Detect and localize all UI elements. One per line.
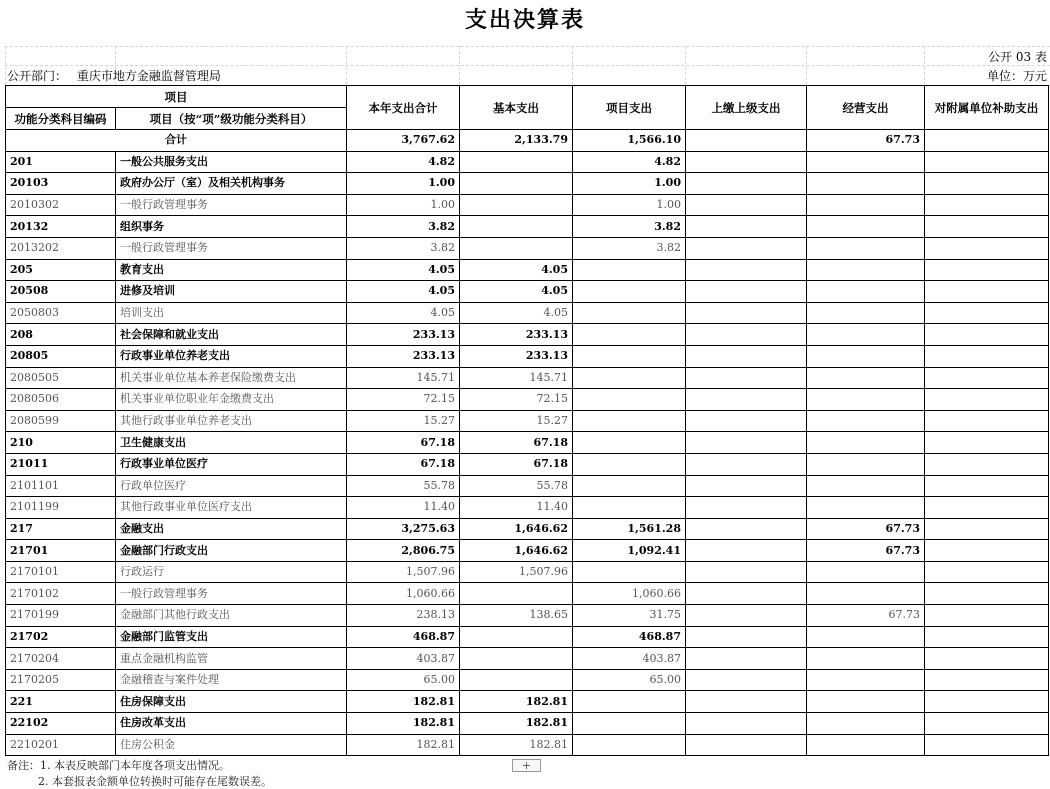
basic-cell: 67.18 (460, 453, 573, 475)
total-basic-cell: 2,133.79 (460, 130, 573, 152)
subsidy-cell (925, 194, 1049, 216)
sheet-guide-line (924, 46, 925, 85)
table-row (6, 345, 1049, 367)
code-cell: 2101199 (6, 497, 116, 519)
project-cell: 31.75 (573, 605, 686, 627)
name-cell: 金融支出 (116, 518, 347, 540)
name-cell: 重点金融机构监管 (116, 648, 347, 670)
total-cell: 233.13 (347, 324, 460, 346)
business-cell (807, 345, 925, 367)
header-name: 项目（按“项”级功能分类科目） (116, 108, 347, 130)
upper-cell (686, 410, 807, 432)
code-cell: 2101101 (6, 475, 116, 497)
total-cell: 4.05 (347, 259, 460, 281)
name-cell: 住房改革支出 (116, 713, 347, 735)
basic-cell: 4.05 (460, 302, 573, 324)
subsidy-cell (925, 713, 1049, 735)
sheet-guide-line (5, 46, 1050, 47)
name-cell: 金融部门监管支出 (116, 626, 347, 648)
business-cell (807, 561, 925, 583)
upper-cell (686, 281, 807, 303)
name-cell: 政府办公厅（室）及相关机构事务 (116, 173, 347, 195)
subsidy-cell (925, 497, 1049, 519)
basic-cell: 182.81 (460, 691, 573, 713)
upper-cell (686, 669, 807, 691)
business-cell (807, 324, 925, 346)
subsidy-cell (925, 151, 1049, 173)
business-cell: 67.73 (807, 540, 925, 562)
basic-cell: 233.13 (460, 345, 573, 367)
total-cell: 145.71 (347, 367, 460, 389)
basic-cell (460, 626, 573, 648)
total-business-cell: 67.73 (807, 130, 925, 152)
project-cell (573, 259, 686, 281)
name-cell: 一般公共服务支出 (116, 151, 347, 173)
code-cell: 21011 (6, 453, 116, 475)
subsidy-cell (925, 561, 1049, 583)
total-cell: 4.82 (347, 151, 460, 173)
code-cell: 2080599 (6, 410, 116, 432)
name-cell: 金融稽查与案件处理 (116, 669, 347, 691)
business-cell (807, 453, 925, 475)
basic-cell: 1,646.62 (460, 540, 573, 562)
table-row (6, 324, 1049, 346)
upper-cell (686, 734, 807, 756)
name-cell: 行政事业单位医疗 (116, 453, 347, 475)
name-cell: 住房保障支出 (116, 691, 347, 713)
basic-cell: 138.65 (460, 605, 573, 627)
table-row (6, 216, 1049, 238)
subsidy-cell (925, 324, 1049, 346)
table-row (6, 410, 1049, 432)
code-cell: 210 (6, 432, 116, 454)
basic-cell: 1,507.96 (460, 561, 573, 583)
subsidy-cell (925, 734, 1049, 756)
total-cell: 1,507.96 (347, 561, 460, 583)
total-cell: 468.87 (347, 626, 460, 648)
business-cell (807, 367, 925, 389)
project-cell: 4.82 (573, 151, 686, 173)
code-cell: 20132 (6, 216, 116, 238)
business-cell (807, 259, 925, 281)
sheet-guide-line (459, 46, 460, 85)
code-cell: 20805 (6, 345, 116, 367)
sheet-guide-line (346, 46, 347, 85)
subsidy-cell (925, 453, 1049, 475)
name-cell: 进修及培训 (116, 281, 347, 303)
project-cell (573, 302, 686, 324)
header-total: 本年支出合计 (347, 86, 460, 130)
page-title: 支出决算表 (464, 7, 585, 33)
subsidy-cell (925, 345, 1049, 367)
total-cell: 182.81 (347, 713, 460, 735)
upper-cell (686, 626, 807, 648)
table-row (6, 626, 1049, 648)
subsidy-cell (925, 691, 1049, 713)
total-cell: 15.27 (347, 410, 460, 432)
code-cell: 2170101 (6, 561, 116, 583)
total-cell: 65.00 (347, 669, 460, 691)
code-cell: 201 (6, 151, 116, 173)
upper-cell (686, 194, 807, 216)
subsidy-cell (925, 216, 1049, 238)
business-cell (807, 497, 925, 519)
sheet-guide-line (5, 46, 6, 85)
subsidy-cell (925, 432, 1049, 454)
subsidy-cell (925, 173, 1049, 195)
subsidy-cell (925, 669, 1049, 691)
upper-cell (686, 302, 807, 324)
upper-cell (686, 151, 807, 173)
header-code: 功能分类科目编码 (6, 108, 116, 130)
code-cell: 2080505 (6, 367, 116, 389)
add-sheet-button[interactable]: + (512, 759, 541, 772)
table-row (6, 281, 1049, 303)
upper-cell (686, 237, 807, 259)
table-row (6, 497, 1049, 519)
total-cell: 233.13 (347, 345, 460, 367)
table-row (6, 194, 1049, 216)
project-cell (573, 453, 686, 475)
total-project-cell: 1,566.10 (573, 130, 686, 152)
business-cell: 67.73 (807, 518, 925, 540)
header-subsidy: 对附属单位补助支出 (925, 86, 1049, 130)
subsidy-cell (925, 410, 1049, 432)
basic-cell: 15.27 (460, 410, 573, 432)
basic-cell: 67.18 (460, 432, 573, 454)
subsidy-cell (925, 518, 1049, 540)
header-upper: 上缴上级支出 (686, 86, 807, 130)
code-cell: 2080506 (6, 389, 116, 411)
total-subsidy-cell (925, 130, 1049, 152)
name-cell: 住房公积金 (116, 734, 347, 756)
table-row (6, 432, 1049, 454)
upper-cell (686, 583, 807, 605)
upper-cell (686, 345, 807, 367)
code-cell: 221 (6, 691, 116, 713)
subsidy-cell (925, 302, 1049, 324)
upper-cell (686, 605, 807, 627)
name-cell: 一般行政管理事务 (116, 583, 347, 605)
project-cell: 403.87 (573, 648, 686, 670)
subsidy-cell (925, 259, 1049, 281)
table-row (6, 518, 1049, 540)
name-cell: 一般行政管理事务 (116, 237, 347, 259)
header-basic: 基本支出 (460, 86, 573, 130)
subsidy-cell (925, 626, 1049, 648)
table-row (6, 151, 1049, 173)
project-cell: 1,092.41 (573, 540, 686, 562)
code-cell: 217 (6, 518, 116, 540)
table-row (6, 367, 1049, 389)
basic-cell: 72.15 (460, 389, 573, 411)
code-cell: 2210201 (6, 734, 116, 756)
basic-cell (460, 648, 573, 670)
total-cell: 2,806.75 (347, 540, 460, 562)
department-name: 重庆市地方金融监督管理局 (76, 69, 221, 83)
upper-cell (686, 497, 807, 519)
project-cell: 1.00 (573, 173, 686, 195)
name-cell: 其他行政事业单位医疗支出 (116, 497, 347, 519)
total-row (6, 130, 1049, 152)
subsidy-cell (925, 237, 1049, 259)
upper-cell (686, 475, 807, 497)
upper-cell (686, 518, 807, 540)
project-cell (573, 324, 686, 346)
code-cell: 20103 (6, 173, 116, 195)
total-cell: 238.13 (347, 605, 460, 627)
subsidy-cell (925, 583, 1049, 605)
code-cell: 20508 (6, 281, 116, 303)
project-cell: 1.00 (573, 194, 686, 216)
basic-cell: 11.40 (460, 497, 573, 519)
department-label: 公开部门： (7, 69, 68, 83)
sheet-guide-line (806, 46, 807, 85)
subsidy-cell (925, 367, 1049, 389)
upper-cell (686, 691, 807, 713)
business-cell (807, 626, 925, 648)
business-cell (807, 281, 925, 303)
total-cell: 11.40 (347, 497, 460, 519)
subsidy-cell (925, 475, 1049, 497)
name-cell: 金融部门行政支出 (116, 540, 347, 562)
project-cell (573, 389, 686, 411)
table-row (6, 691, 1049, 713)
name-cell: 机关事业单位基本养老保险缴费支出 (116, 367, 347, 389)
basic-cell: 1,646.62 (460, 518, 573, 540)
basic-cell: 233.13 (460, 324, 573, 346)
total-cell: 4.05 (347, 281, 460, 303)
report-number: 公开 03 表 (988, 50, 1047, 64)
code-cell: 208 (6, 324, 116, 346)
basic-cell (460, 216, 573, 238)
business-cell (807, 173, 925, 195)
project-cell (573, 713, 686, 735)
basic-cell (460, 237, 573, 259)
total-cell: 72.15 (347, 389, 460, 411)
name-cell: 机关事业单位职业年金缴费支出 (116, 389, 347, 411)
project-cell (573, 691, 686, 713)
upper-cell (686, 389, 807, 411)
table-row (6, 389, 1049, 411)
project-cell (573, 367, 686, 389)
total-cell: 182.81 (347, 691, 460, 713)
project-cell (573, 432, 686, 454)
project-cell (573, 497, 686, 519)
business-cell (807, 194, 925, 216)
name-cell: 组织事务 (116, 216, 347, 238)
project-cell (573, 410, 686, 432)
business-cell (807, 648, 925, 670)
code-cell: 2013202 (6, 237, 116, 259)
project-cell: 3.82 (573, 237, 686, 259)
upper-cell (686, 216, 807, 238)
basic-cell (460, 194, 573, 216)
code-cell: 2170204 (6, 648, 116, 670)
upper-cell (686, 173, 807, 195)
unit-label: 单位：万元 (986, 69, 1047, 83)
name-cell: 教育支出 (116, 259, 347, 281)
table-row (6, 237, 1049, 259)
total-cell: 3,767.62 (347, 130, 460, 152)
name-cell: 行政事业单位养老支出 (116, 345, 347, 367)
project-cell: 1,561.28 (573, 518, 686, 540)
code-cell: 21702 (6, 626, 116, 648)
table-row (6, 561, 1049, 583)
project-cell (573, 281, 686, 303)
upper-cell (686, 648, 807, 670)
total-cell: 55.78 (347, 475, 460, 497)
table-row (6, 453, 1049, 475)
basic-cell: 55.78 (460, 475, 573, 497)
expenditure-table (5, 85, 1049, 756)
basic-cell (460, 173, 573, 195)
project-cell: 3.82 (573, 216, 686, 238)
total-cell: 182.81 (347, 734, 460, 756)
sheet-guide-line (685, 46, 686, 85)
header-project: 项目支出 (573, 86, 686, 130)
total-cell: 1.00 (347, 194, 460, 216)
business-cell (807, 691, 925, 713)
name-cell: 其他行政事业单位养老支出 (116, 410, 347, 432)
basic-cell (460, 151, 573, 173)
name-cell: 一般行政管理事务 (116, 194, 347, 216)
subsidy-cell (925, 648, 1049, 670)
name-cell: 金融部门其他行政支出 (116, 605, 347, 627)
code-cell: 21701 (6, 540, 116, 562)
table-row (6, 605, 1049, 627)
business-cell (807, 151, 925, 173)
basic-cell (460, 583, 573, 605)
project-cell (573, 475, 686, 497)
business-cell (807, 216, 925, 238)
total-cell: 4.05 (347, 302, 460, 324)
project-cell: 65.00 (573, 669, 686, 691)
upper-cell (686, 713, 807, 735)
total-cell: 3.82 (347, 216, 460, 238)
code-cell: 22102 (6, 713, 116, 735)
project-cell: 468.87 (573, 626, 686, 648)
subsidy-cell (925, 281, 1049, 303)
total-upper-cell (686, 130, 807, 152)
note-line-2: 2. 本套报表金额单位转换时可能存在尾数误差。 (38, 775, 272, 788)
upper-cell (686, 453, 807, 475)
code-cell: 205 (6, 259, 116, 281)
business-cell (807, 583, 925, 605)
name-cell: 培训支出 (116, 302, 347, 324)
table-row (6, 475, 1049, 497)
upper-cell (686, 367, 807, 389)
subsidy-cell (925, 389, 1049, 411)
project-cell (573, 345, 686, 367)
basic-cell: 182.81 (460, 734, 573, 756)
sheet-guide-line (5, 65, 1050, 66)
total-cell: 67.18 (347, 453, 460, 475)
subsidy-cell (925, 605, 1049, 627)
table-row (6, 302, 1049, 324)
code-cell: 2170102 (6, 583, 116, 605)
total-label: 合计 (6, 130, 347, 152)
name-cell: 卫生健康支出 (116, 432, 347, 454)
project-cell (573, 734, 686, 756)
total-cell: 1.00 (347, 173, 460, 195)
business-cell (807, 669, 925, 691)
name-cell: 社会保障和就业支出 (116, 324, 347, 346)
upper-cell (686, 561, 807, 583)
total-cell: 3,275.63 (347, 518, 460, 540)
upper-cell (686, 259, 807, 281)
table-row (6, 583, 1049, 605)
basic-cell: 182.81 (460, 713, 573, 735)
business-cell (807, 734, 925, 756)
table-row (6, 173, 1049, 195)
business-cell (807, 432, 925, 454)
basic-cell (460, 669, 573, 691)
table-row (6, 540, 1049, 562)
business-cell (807, 302, 925, 324)
upper-cell (686, 324, 807, 346)
total-cell: 3.82 (347, 237, 460, 259)
table-row (6, 648, 1049, 670)
code-cell: 2010302 (6, 194, 116, 216)
total-cell: 67.18 (347, 432, 460, 454)
project-cell: 1,060.66 (573, 583, 686, 605)
code-cell: 2170205 (6, 669, 116, 691)
basic-cell: 145.71 (460, 367, 573, 389)
business-cell: 67.73 (807, 605, 925, 627)
total-cell: 403.87 (347, 648, 460, 670)
total-cell: 1,060.66 (347, 583, 460, 605)
basic-cell: 4.05 (460, 281, 573, 303)
business-cell (807, 713, 925, 735)
department-line (7, 67, 221, 85)
subsidy-cell (925, 540, 1049, 562)
upper-cell (686, 540, 807, 562)
business-cell (807, 389, 925, 411)
header-item: 项目 (6, 86, 347, 108)
project-cell (573, 561, 686, 583)
sheet-guide-line (572, 46, 573, 85)
upper-cell (686, 432, 807, 454)
business-cell (807, 237, 925, 259)
table-row (6, 734, 1049, 756)
table-row (6, 669, 1049, 691)
business-cell (807, 475, 925, 497)
code-cell: 2050803 (6, 302, 116, 324)
code-cell: 2170199 (6, 605, 116, 627)
basic-cell: 4.05 (460, 259, 573, 281)
name-cell: 行政单位医疗 (116, 475, 347, 497)
name-cell: 行政运行 (116, 561, 347, 583)
business-cell (807, 410, 925, 432)
note-line-1: 备注：1. 本表反映部门本年度各项支出情况。 (7, 759, 230, 772)
table-row (6, 713, 1049, 735)
table-row (6, 259, 1049, 281)
header-business: 经营支出 (807, 86, 925, 130)
